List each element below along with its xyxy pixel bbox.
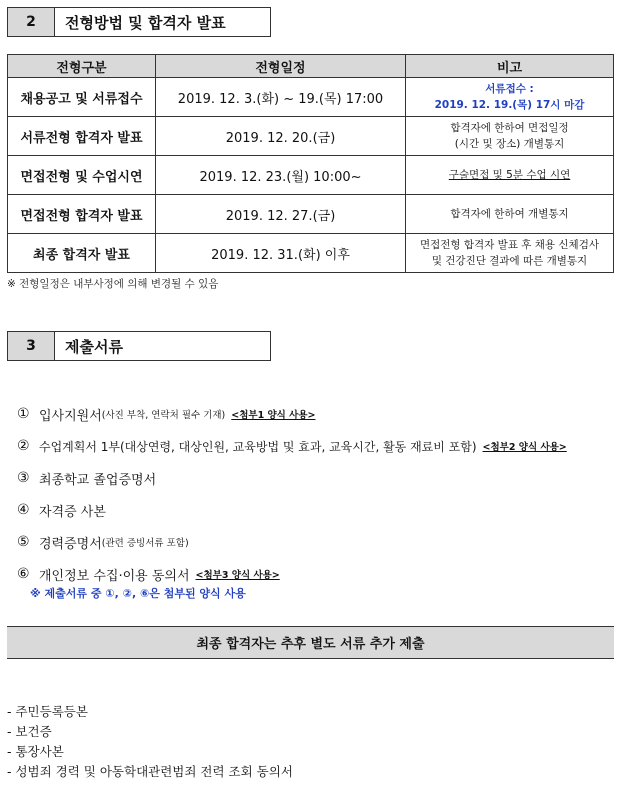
note-line: 서류접수 : bbox=[485, 83, 534, 95]
column-header: 전형일정 bbox=[156, 55, 406, 78]
document-name: 개인정보 수집·이용 동의서 bbox=[39, 568, 190, 584]
column-header: 전형구분 bbox=[8, 55, 156, 78]
form-reference: <첨부2 양식 사용> bbox=[482, 442, 567, 453]
list-item bbox=[17, 526, 567, 558]
note-cell bbox=[406, 234, 614, 273]
note-line: 합격자에 한하여 면접일정 bbox=[450, 122, 569, 134]
list-item: - 성범죄 경력 및 아동학대관련범죄 전력 조회 동의서 bbox=[7, 764, 293, 779]
category-cell: 최종 합격자 발표 bbox=[8, 234, 156, 273]
additional-documents-list bbox=[7, 702, 293, 782]
document-name: 수업계획서 1부(대상연령, 대상인원, 교육방법 및 효과, 교육시간, 활동 재료비 포함) bbox=[39, 439, 477, 454]
note-line: 구술면접 및 5분 수업 시연 bbox=[448, 169, 571, 181]
column-header: 비고 bbox=[406, 55, 614, 78]
list-item bbox=[17, 462, 567, 494]
additional-documents-banner: 최종 합격자는 추후 별도 서류 추가 제출 bbox=[7, 626, 614, 659]
section-3-header bbox=[7, 331, 271, 361]
schedule-table bbox=[7, 54, 614, 273]
form-reference: <첨부3 양식 사용> bbox=[195, 570, 280, 581]
table-row bbox=[8, 234, 614, 273]
document-name: 경력증명서 bbox=[39, 536, 102, 552]
form-usage-note: ※ 제출서류 중 ①, ②, ⑥은 첨부된 양식 사용 bbox=[30, 587, 246, 600]
table-row bbox=[8, 195, 614, 234]
note-cell bbox=[406, 156, 614, 195]
date-cell: 2019. 12. 31.(화) 이후 bbox=[156, 234, 406, 273]
list-marker: ④ bbox=[17, 502, 30, 518]
list-item: - 보건증 bbox=[7, 724, 52, 739]
list-item bbox=[17, 398, 567, 430]
category-cell: 서류전형 합격자 발표 bbox=[8, 117, 156, 156]
note-cell bbox=[406, 195, 614, 234]
section-title: 제출서류 bbox=[55, 331, 271, 361]
document-list bbox=[17, 398, 567, 590]
note-cell bbox=[406, 117, 614, 156]
section-title: 전형방법 및 합격자 발표 bbox=[55, 7, 271, 37]
note-line: 합격자에 한하여 개별통지 bbox=[450, 208, 569, 220]
table-header-row bbox=[8, 55, 614, 78]
document-detail: (사진 부착, 연락처 필수 기재) bbox=[101, 410, 226, 421]
document-name: 자격증 사본 bbox=[39, 504, 106, 520]
category-cell: 채용공고 및 서류접수 bbox=[8, 78, 156, 117]
list-marker: ③ bbox=[17, 470, 30, 486]
document-name: 입사지원서 bbox=[39, 408, 102, 424]
section-number: 2 bbox=[7, 7, 55, 37]
list-marker: ⑤ bbox=[17, 534, 30, 550]
note-cell bbox=[406, 78, 614, 117]
table-row bbox=[8, 156, 614, 195]
note-line: 및 건강진단 결과에 따른 개별통지 bbox=[431, 255, 588, 267]
category-cell: 면접전형 합격자 발표 bbox=[8, 195, 156, 234]
note-line: 2019. 12. 19.(목) 17시 마감 bbox=[434, 99, 585, 111]
note-line: 면접전형 합격자 발표 후 채용 신체검사 bbox=[420, 239, 599, 251]
note-line: (시간 및 장소) 개별통지 bbox=[454, 138, 565, 150]
section-number: 3 bbox=[7, 331, 55, 361]
list-marker: ② bbox=[17, 438, 30, 454]
list-item: - 통장사본 bbox=[7, 744, 64, 759]
date-cell: 2019. 12. 3.(화) ~ 19.(목) 17:00 bbox=[156, 78, 406, 117]
list-item bbox=[17, 494, 567, 526]
table-row bbox=[8, 117, 614, 156]
document-name: 최종학교 졸업증명서 bbox=[39, 472, 157, 488]
schedule-footnote: ※ 전형일정은 내부사정에 의해 변경될 수 있음 bbox=[7, 278, 219, 290]
category-cell: 면접전형 및 수업시연 bbox=[8, 156, 156, 195]
date-cell: 2019. 12. 23.(월) 10:00~ bbox=[156, 156, 406, 195]
table-row bbox=[8, 78, 614, 117]
list-item: - 주민등록등본 bbox=[7, 704, 88, 719]
section-2-header bbox=[7, 7, 271, 37]
list-marker: ⑥ bbox=[17, 566, 30, 582]
list-marker: ① bbox=[17, 406, 30, 422]
list-item bbox=[17, 430, 567, 462]
date-cell: 2019. 12. 20.(금) bbox=[156, 117, 406, 156]
document-detail: (관련 증빙서류 포함) bbox=[101, 538, 189, 549]
date-cell: 2019. 12. 27.(금) bbox=[156, 195, 406, 234]
form-reference: <첨부1 양식 사용> bbox=[231, 410, 316, 421]
